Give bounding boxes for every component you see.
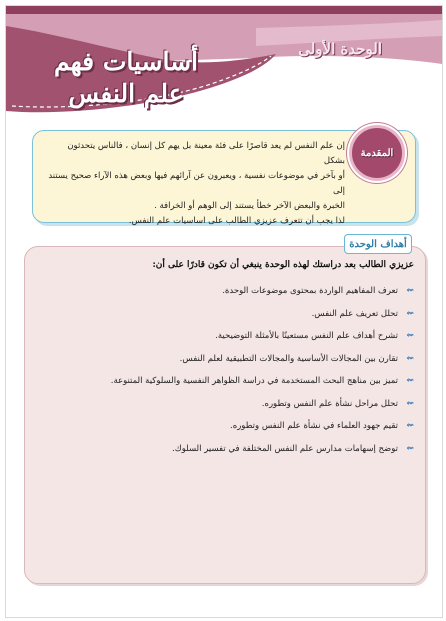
intro-badge <box>349 125 405 181</box>
bullet-arrow-icon: ⇜ <box>406 331 414 342</box>
objectives-heading: عزيزي الطالب بعد دراستك لهذه الوحدة ينبغي أن تكون قادرًا على أن: <box>152 260 414 270</box>
intro-text <box>45 139 345 229</box>
main-title-line2: علم النفس <box>68 79 184 108</box>
bullet-arrow-icon: ⇜ <box>406 443 414 454</box>
unit-title: الوحدة الأولى <box>298 40 382 58</box>
objective-item <box>84 325 414 348</box>
objectives-tab-label: أهداف الوحدة <box>349 238 407 250</box>
objective-text: تحلل مراحل نشأة علم النفس وتطوره. <box>261 398 398 409</box>
intro-box <box>32 130 416 226</box>
intro-line: أو بآخر في موضوعات نفسية ، ويعبرون عن آرائهم فيها وبعض هذه الآراء صحيح يستند إلى <box>48 171 345 196</box>
objective-item <box>84 438 414 461</box>
bullet-arrow-icon: ⇜ <box>406 376 414 387</box>
objectives-tab <box>344 234 412 254</box>
bullet-arrow-icon: ⇜ <box>406 421 414 432</box>
objective-item <box>84 393 414 416</box>
bullet-arrow-icon: ⇜ <box>406 308 414 319</box>
bullet-arrow-icon: ⇜ <box>406 286 414 297</box>
objectives-list <box>84 280 414 460</box>
main-title-line1: أساسيات فهم <box>54 47 198 76</box>
objective-item <box>84 303 414 326</box>
intro-badge-label: المقدمة <box>360 147 394 159</box>
objective-item <box>84 348 414 371</box>
main-title <box>46 46 206 110</box>
objective-text: تحلل تعريف علم النفس. <box>311 308 398 319</box>
objective-text: تعرف المفاهيم الواردة بمحتوى موضوعات الوحدة. <box>222 286 398 297</box>
bullet-arrow-icon: ⇜ <box>406 398 414 409</box>
objective-text: تقيم جهود العلماء في نشأة علم النفس وتطوره. <box>230 421 398 432</box>
objective-text: توضح إسهامات مدارس علم النفس المختلفة في تفسير السلوك. <box>172 443 398 454</box>
intro-line: الخبرة والبعض الآخر خطأ يستند إلى الوهم أو الخرافة . <box>154 201 345 211</box>
objective-item <box>84 370 414 393</box>
objective-item <box>84 280 414 303</box>
page <box>5 5 443 618</box>
objective-text: تقارن بين المجالات الأساسية والمجالات التطبيقية لعلم النفس. <box>179 353 398 364</box>
objective-text: تميز بين مناهج البحث المستخدمة في دراسة الظواهر النفسية والسلوكية المتنوعة. <box>110 376 398 387</box>
bullet-arrow-icon: ⇜ <box>406 353 414 364</box>
intro-line: إن علم النفس لم يعد قاصرًا على فئة معينة بل يهم كل إنسان ، فالناس يتحدثون بشكل <box>67 141 345 166</box>
objective-text: تشرح أهداف علم النفس مستعينًا بالأمثلة التوضيحية. <box>215 331 398 342</box>
objective-item <box>84 415 414 438</box>
intro-line: لذا يجب أن تتعرف عزيزي الطالب على اساسيات علم النفس. <box>128 216 345 226</box>
